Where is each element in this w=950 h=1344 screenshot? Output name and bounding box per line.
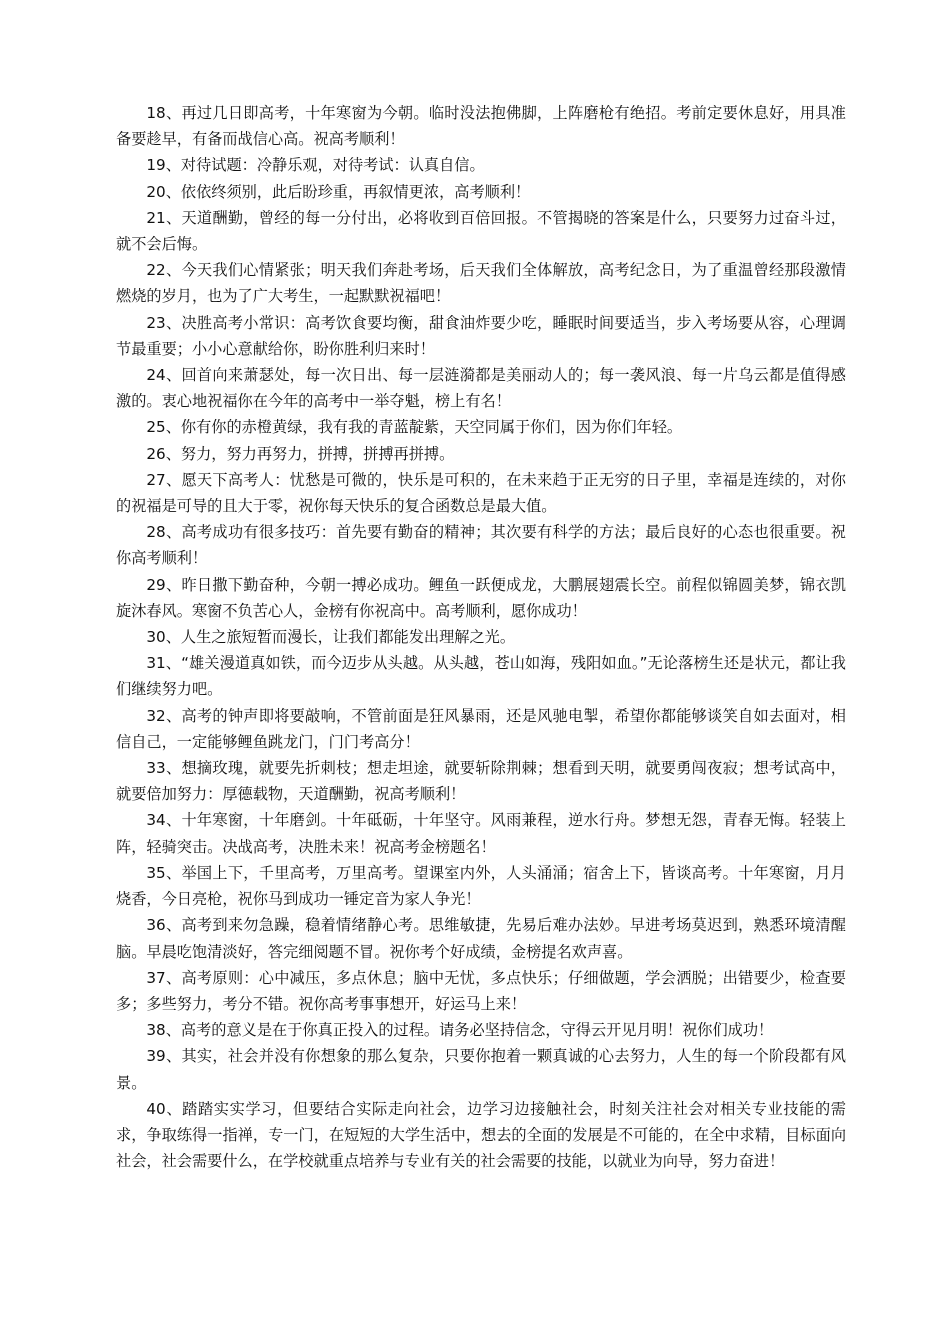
paragraph-34: 34、十年寒窗，十年磨剑。十年砥砺，十年坚守。风雨兼程，逆水行舟。梦想无怨，青春无悔。轻装上阵，轻骑突击。决战高考，决胜未来！祝高考金榜题名！ — [116, 811, 846, 856]
paragraph-38: 38、高考的意义是在于你真正投入的过程。请务必坚持信念，守得云开见月明！祝你们成功！ — [146, 1021, 774, 1040]
paragraph-28: 28、高考成功有很多技巧：首先要有勤奋的精神；其次要有科学的方法；最后良好的心态也很重要。祝你高考顺利！ — [116, 523, 846, 568]
paragraph-32: 32、高考的钟声即将要敲响，不管前面是狂风暴雨，还是风驰电掣，希望你都能够谈笑自如去面对，相信自己，一定能够鲤鱼跳龙门，门门考高分！ — [116, 706, 846, 751]
paragraph-21: 21、天道酬勤，曾经的每一分付出，必将收到百倍回报。不管揭晓的答案是什么，只要努力过奋斗过，就不会后悔。 — [116, 208, 846, 254]
paragraph-39: 39、其实，社会并没有你想象的那么复杂，只要你抱着一颗真诚的心去努力，人生的每一个阶段都有风景。 — [116, 1047, 846, 1092]
document-page — [116, 100, 846, 1174]
paragraph-30: 30、人生之旅短暂而漫长，让我们都能发出理解之光。 — [146, 628, 516, 647]
paragraph-19: 19、对待试题：冷静乐观，对待考试：认真自信。 — [146, 156, 485, 175]
paragraph-36: 36、高考到来勿急躁，稳着情绪静心考。思维敏捷，先易后难办法妙。早进考场莫迟到，熟悉环境清醒脑。早晨吃饱清淡好，答完细阅题不冒。祝你考个好成绩，金榜提名欢声喜。 — [116, 916, 846, 961]
paragraph-29: 29、昨日撒下勤奋种，今朝一搏必成功。鲤鱼一跃便成龙，大鹏展翅震长空。前程似锦圆美梦，锦衣凯旋沐春风。寒窗不负苦心人，金榜有你祝高中。高考顺利，愿你成功！ — [116, 575, 846, 620]
paragraph-33: 33、想摘玫瑰，就要先折刺枝；想走坦途，就要斩除荆棘；想看到天明，就要勇闯夜寂；想考试高中，就要倍加努力：厚德载物，天道酬勤，祝高考顺利！ — [116, 759, 846, 804]
paragraph-25: 25、你有你的赤橙黄绿，我有我的青蓝靛紫，天空同属于你们，因为你们年轻。 — [146, 418, 683, 437]
paragraph-37: 37、高考原则：心中减压，多点休息；脑中无忧，多点快乐；仔细做题，学会洒脱；出错要少，检查要多；多些努力，考分不错。祝你高考事事想开，好运马上来！ — [116, 968, 846, 1013]
paragraph-31: 31、“雄关漫道真如铁，而今迈步从头越。从头越，苍山如海，残阳如血。”无论落榜生还是状元，都让我们继续努力吧。 — [116, 654, 846, 699]
paragraph-26: 26、努力，努力再努力，拼搏，拼搏再拼搏。 — [146, 444, 455, 463]
paragraph-23: 23、决胜高考小常识：高考饮食要均衡，甜食油炸要少吃，睡眠时间要适当，步入考场要从容，心理调节最重要；小小心意献给你，盼你胜利归来时！ — [116, 313, 846, 358]
paragraph-27: 27、愿天下高考人：忧愁是可微的，快乐是可积的，在未来趋于正无穷的日子里，幸福是连续的，对你的祝福是可导的且大于零，祝你每天快乐的复合函数总是最大值。 — [116, 470, 846, 516]
paragraph-24: 24、回首向来萧瑟处，每一次日出、每一层涟漪都是美丽动人的；每一袭风浪、每一片乌云都是值得感激的。衷心地祝福你在今年的高考中一举夺魁，榜上有名！ — [116, 366, 846, 411]
paragraph-20: 20、依依终须别，此后盼珍重，再叙情更浓，高考顺利！ — [146, 182, 531, 201]
paragraph-22: 22、今天我们心情紧张；明天我们奔赴考场，后天我们全体解放，高考纪念日，为了重温曾经那段激情燃烧的岁月，也为了广大考生，一起默默祝福吧！ — [116, 261, 846, 306]
paragraph-18: 18、再过几日即高考，十年寒窗为今朝。临时没法抱佛脚，上阵磨枪有绝招。考前定要休息好，用具准备要趁早，有备而战信心高。祝高考顺利！ — [116, 104, 846, 149]
paragraph-35: 35、举国上下，千里高考，万里高考。望课室内外，人头涌涌；宿舍上下，皆谈高考。十年寒窗，月月烧香，今日亮枪，祝你马到成功一锤定音为家人争光！ — [116, 863, 846, 909]
paragraph-40: 40、踏踏实实学习，但要结合实际走向社会，边学习边接触社会，时刻关注社会对相关专业技能的需求，争取练得一指禅，专一门，在短短的大学生活中，想去的全面的发展是不可能的，在全中求精，目标面向社会，社会需要什么，在学校就重点培养与专业有关的社会需要的技能，以就业为向导，努力奋进！ — [116, 1099, 846, 1171]
